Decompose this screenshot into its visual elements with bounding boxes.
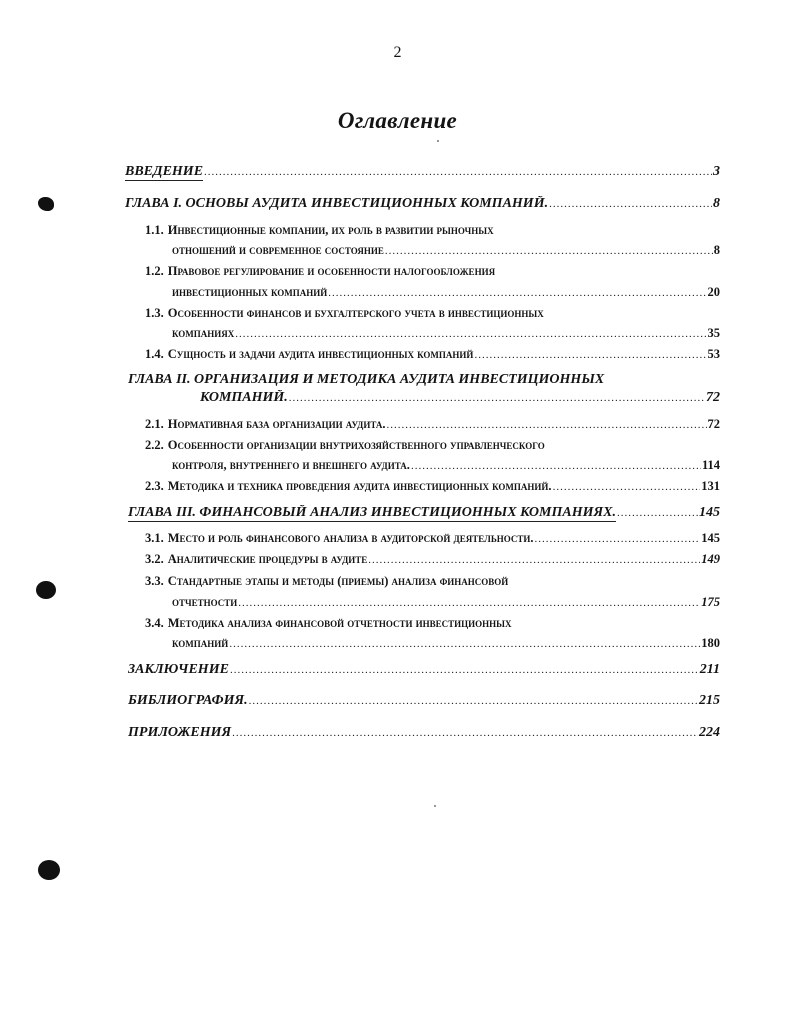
toc-entry-label: инвестиционных компаний	[172, 285, 328, 299]
toc-entry-conclusion[interactable]	[128, 662, 720, 678]
page-number: 2	[393, 44, 402, 61]
toc-entry-label: компаниях	[172, 326, 235, 340]
toc-entry-label: Правовое регулирование и особенности налогообложения	[167, 264, 496, 278]
toc-entry-bibliography[interactable]	[128, 693, 720, 709]
toc-entry-label: Аналитические процедуры в аудите	[167, 552, 368, 566]
toc-entry-label: Место и роль финансового анализа в аудиторской деятельности.	[167, 531, 534, 545]
binder-hole-mark-top	[38, 197, 54, 211]
leader-dots	[549, 196, 712, 212]
toc-entry-label: Особенности организации внутрихозяйственного управленческого	[167, 438, 545, 452]
toc-entry-number: 2.2.	[145, 438, 164, 452]
toc-entry-page: 149	[701, 552, 720, 566]
toc-entry-number: 1.1.	[145, 223, 164, 237]
toc-entry-number: 1.3.	[145, 306, 164, 320]
leader-dots	[289, 390, 705, 406]
toc-entry-number: 3.3.	[145, 574, 164, 588]
toc-entry-page: 20	[707, 285, 720, 299]
toc-entry-number: 3.1.	[145, 531, 164, 545]
toc-entry-introduction[interactable]	[125, 164, 720, 181]
toc-entry-number: 1.4.	[145, 347, 164, 361]
binder-hole-mark-bottom	[38, 860, 60, 880]
toc-entry-2-2[interactable]	[145, 437, 720, 453]
toc-entry-label: Методика анализа финансовой отчетности инвестиционных	[167, 616, 512, 630]
toc-entry-3-1[interactable]	[145, 530, 720, 547]
toc-entry-2-1[interactable]	[145, 416, 720, 433]
leader-dots	[229, 636, 700, 652]
toc-entry-label: Методика и техника проведения аудита инвестиционных компаний.	[167, 479, 552, 493]
toc-entry-3-4-cont[interactable]	[172, 635, 720, 652]
toc-entry-page: 72	[707, 417, 720, 431]
toc-entry-1-2-cont[interactable]	[172, 284, 720, 301]
toc-entry-page: 35	[707, 326, 720, 340]
toc-entry-page: 53	[707, 347, 720, 361]
toc-entry-label: ПРИЛОЖЕНИЯ	[128, 725, 232, 740]
toc-entry-page: 175	[701, 595, 720, 609]
leader-dots	[553, 479, 701, 495]
toc-entry-3-2[interactable]	[145, 551, 720, 568]
toc-entry-2-3[interactable]	[145, 478, 720, 495]
leader-dots	[411, 458, 701, 474]
toc-entry-number: 2.1.	[145, 417, 164, 431]
toc-entry-1-3[interactable]	[145, 305, 720, 321]
leader-dots	[249, 693, 698, 709]
toc-entry-label: ГЛАВА I. ОСНОВЫ АУДИТА ИНВЕСТИЦИОННЫХ КОМПАНИЙ.	[125, 196, 549, 211]
toc-entry-chapter-2[interactable]	[128, 372, 720, 388]
toc-entry-3-4[interactable]	[145, 615, 720, 631]
toc-entry-page: 131	[701, 479, 720, 493]
toc-entry-page: 72	[706, 390, 720, 405]
toc-entry-number: 2.3.	[145, 479, 164, 493]
toc-entry-label: Сущность и задачи аудита инвестиционных компаний	[167, 347, 474, 361]
toc-entry-chapter-1[interactable]	[125, 196, 720, 212]
toc-entry-1-1[interactable]	[145, 222, 720, 238]
toc-entry-label: Инвестиционные компании, их роль в развитии рыночных	[167, 223, 494, 237]
leader-dots	[235, 326, 706, 342]
leader-dots	[328, 285, 706, 301]
toc-entry-page: 145	[701, 531, 720, 545]
toc-entry-page: 145	[699, 505, 720, 520]
toc-entry-chapter-3[interactable]	[128, 505, 720, 522]
toc-entry-label: отчетности	[172, 595, 238, 609]
toc-entry-3-3[interactable]	[145, 573, 720, 589]
toc-entry-label: ВВЕДЕНИЕ	[125, 164, 204, 179]
toc-entry-number: 3.4.	[145, 616, 164, 630]
toc-entry-page: 8	[713, 196, 720, 211]
leader-dots	[474, 347, 706, 363]
toc-entry-3-3-cont[interactable]	[172, 594, 720, 611]
toc-entry-page: 215	[699, 693, 720, 708]
toc-entry-page: 114	[701, 458, 720, 472]
toc-entry-1-1-cont[interactable]	[172, 242, 720, 259]
toc-entry-label: КОМПАНИЙ.	[200, 390, 288, 405]
toc-entry-1-4[interactable]	[145, 346, 720, 363]
leader-dots	[617, 505, 698, 521]
toc-entry-label: Стандартные этапы и методы (приемы) анализа финансовой	[167, 574, 509, 588]
toc-entry-number: 1.2.	[145, 264, 164, 278]
toc-entry-1-3-cont[interactable]	[172, 325, 720, 342]
scan-speck	[437, 140, 439, 142]
leader-dots	[238, 595, 700, 611]
toc-entry-page: 180	[701, 636, 720, 650]
toc-entry-number: 3.2.	[145, 552, 164, 566]
toc-entry-page: 8	[713, 243, 720, 257]
scan-speck	[434, 805, 436, 807]
leader-dots	[535, 531, 701, 547]
leader-dots	[385, 243, 713, 259]
leader-dots	[204, 164, 712, 180]
toc-entry-page: 224	[699, 725, 720, 740]
toc-entry-page: 211	[699, 662, 720, 677]
toc-entry-appendices[interactable]	[128, 725, 720, 741]
toc-entry-label: БИБЛИОГРАФИЯ.	[128, 693, 248, 708]
toc-entry-label: ЗАКЛЮЧЕНИЕ	[128, 662, 229, 677]
leader-dots	[232, 725, 698, 741]
toc-entry-label: компаний	[172, 636, 229, 650]
toc-entry-label: отношений и современное состояние	[172, 243, 384, 257]
toc-entry-page: 3	[713, 164, 720, 179]
toc-entry-label: ГЛАВА II. ОРГАНИЗАЦИЯ И МЕТОДИКА АУДИТА ИНВЕСТИЦИОННЫХ	[128, 372, 605, 387]
leader-dots	[368, 552, 700, 568]
toc-entry-label: контроля, внутреннего и внешнего аудита.	[172, 458, 410, 472]
toc-entry-1-2[interactable]	[145, 263, 720, 279]
toc-entry-2-2-cont[interactable]	[172, 457, 720, 474]
leader-dots	[387, 417, 707, 433]
toc-title: Оглавление	[337, 108, 458, 133]
toc-entry-label: Особенности финансов и бухгалтерского учета в инвестиционных	[167, 306, 544, 320]
binder-hole-mark-middle	[36, 581, 56, 599]
toc-entry-label: Нормативная база организации аудита.	[167, 417, 386, 431]
leader-dots	[230, 662, 699, 678]
toc-entry-label: ГЛАВА III. ФИНАНСОВЫЙ АНАЛИЗ ИНВЕСТИЦИОННЫХ КОМПАНИЯХ.	[128, 505, 616, 520]
toc-entry-chapter-2-cont[interactable]	[200, 390, 720, 406]
